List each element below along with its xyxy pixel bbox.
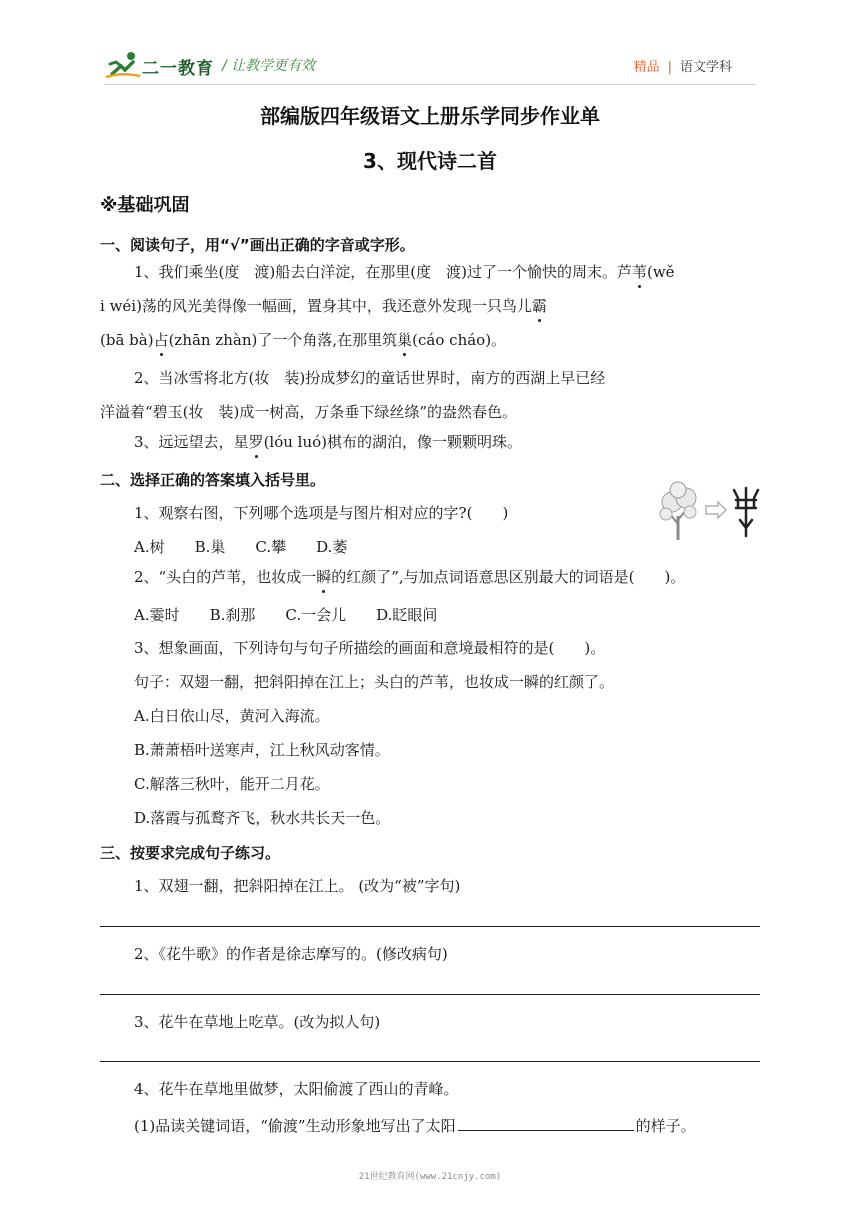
dotted-char: 瞬 xyxy=(316,568,332,586)
p1-q3 xyxy=(134,432,522,452)
logo-text: 二一教育 xyxy=(142,59,214,79)
p1-q1-line3 xyxy=(100,330,506,350)
text: (wě xyxy=(646,263,675,281)
page-header xyxy=(0,0,860,90)
answer-line-3[interactable] xyxy=(100,1061,760,1062)
p2-q2-options xyxy=(134,605,437,625)
text: (bā bà) xyxy=(100,331,154,349)
text: i wéi)荡的风光美得像一幅画，置身其中，我还意外发现一只鸟儿 xyxy=(100,297,532,315)
footer: 21世纪教育网(www.21cnjy.com) xyxy=(358,1172,502,1182)
dotted-char: 罗 xyxy=(248,433,264,451)
option-d: D.萎 xyxy=(316,538,348,556)
text: 2、“头白的芦苇，也妆成一 xyxy=(134,568,317,586)
quality-label: 精品 xyxy=(633,60,660,75)
subject-label: 语文学科 xyxy=(679,60,732,75)
p1-q1-line1 xyxy=(134,262,675,282)
slogan: / 让教学更有效 xyxy=(222,58,316,74)
text: (cáo cháo)。 xyxy=(412,331,507,349)
p1-q2-line1: 2、当冰雪将北方(妆 装)扮成梦幻的童话世界时，南方的西湖上早已经 xyxy=(134,369,606,387)
dotted-char: 占 xyxy=(153,331,169,349)
p2-q3-sentence: 句子：双翅一翻，把斜阳掉在江上；头白的芦苇，也妆成一瞬的红颜了。 xyxy=(134,673,615,691)
fill-blank[interactable] xyxy=(458,1113,634,1131)
section-basic: ※基础巩固 xyxy=(100,195,190,216)
option-a: A.树 xyxy=(134,538,165,556)
p3-q2: 2、《花牛歌》的作者是徐志摩写的。(修改病句) xyxy=(134,945,448,963)
doc-subtitle: 3、现代诗二首 xyxy=(363,149,497,173)
p2-q3: 3、想象画面，下列诗句与句子所描绘的画面和意境最相符的是( )。 xyxy=(134,639,606,657)
dotted-char: 霸 xyxy=(531,297,547,315)
text: (1)品读关键词语，“偷渡”生动形象地写出了太阳 xyxy=(134,1117,456,1135)
ancient-glyph-icon xyxy=(734,488,758,536)
arrow-right-icon xyxy=(706,502,726,518)
option-b: B.刹那 xyxy=(209,606,256,624)
text: 的样子。 xyxy=(635,1117,696,1135)
p2-q3-option-a: A.白日依山尽，黄河入海流。 xyxy=(134,707,330,725)
header-rule xyxy=(104,84,756,85)
p3-q4: 4、花牛在草地里做梦，太阳偷渡了西山的青峰。 xyxy=(134,1080,459,1098)
option-a: A.霎时 xyxy=(134,606,180,624)
p2-q1-options xyxy=(134,537,347,557)
text: (lóu luó)棋布的湖泊，像一颗颗明珠。 xyxy=(263,433,523,451)
header-right xyxy=(634,56,732,75)
p1-q1-line2 xyxy=(100,296,547,316)
divider: | xyxy=(667,60,672,75)
dotted-char: 苇 xyxy=(631,263,647,281)
runner-logo-icon xyxy=(104,50,142,80)
p3-q4-1 xyxy=(134,1113,696,1136)
part2-heading: 二、选择正确的答案填入括号里。 xyxy=(100,471,326,489)
p1-q2-line2: 洋溢着“碧玉(妆 装)成一树高，万条垂下绿丝绦”的盎然春色。 xyxy=(100,403,518,421)
text: (zhān zhàn)了一个角落,在那里筑 xyxy=(168,331,398,349)
option-c: C.一会儿 xyxy=(285,606,347,624)
option-c: C.攀 xyxy=(255,538,287,556)
tree-to-glyph-figure xyxy=(650,480,768,542)
part1-heading: 一、阅读句子，用“√”画出正确的字音或字形。 xyxy=(100,236,415,254)
p3-q3: 3、花牛在草地上吃草。(改为拟人句) xyxy=(134,1013,381,1031)
part3-heading: 三、按要求完成句子练习。 xyxy=(100,844,281,862)
p3-q1: 1、双翅一翻，把斜阳掉在江上。 (改为“被”字句) xyxy=(134,877,461,895)
tree-icon xyxy=(660,482,696,540)
p2-q2 xyxy=(134,567,685,587)
p2-q3-option-c: C.解落三秋叶，能开二月花。 xyxy=(134,775,330,793)
text: 1、我们乘坐(度 渡)船去白洋淀，在那里(度 渡)过了一个愉快的周末。芦 xyxy=(134,263,632,281)
text: 3、远远望去，星 xyxy=(134,433,249,451)
doc-title: 部编版四年级语文上册乐学同步作业单 xyxy=(260,104,600,128)
p2-q3-option-d: D.落霞与孤鹜齐飞，秋水共长天一色。 xyxy=(134,809,391,827)
p2-q3-option-b: B.萧萧梧叶送寒声，江上秋风动客情。 xyxy=(134,741,390,759)
answer-line-2[interactable] xyxy=(100,994,760,995)
text: 的红颜了”,与加点词语意思区别最大的词语是( )。 xyxy=(331,568,686,586)
option-b: B.巢 xyxy=(194,538,226,556)
answer-line-1[interactable] xyxy=(100,926,760,927)
dotted-char: 巢 xyxy=(397,331,413,349)
p2-q1: 1、观察右图，下列哪个选项是与图片相对应的字?( ) xyxy=(134,504,509,522)
option-d: D.眨眼间 xyxy=(376,606,438,624)
